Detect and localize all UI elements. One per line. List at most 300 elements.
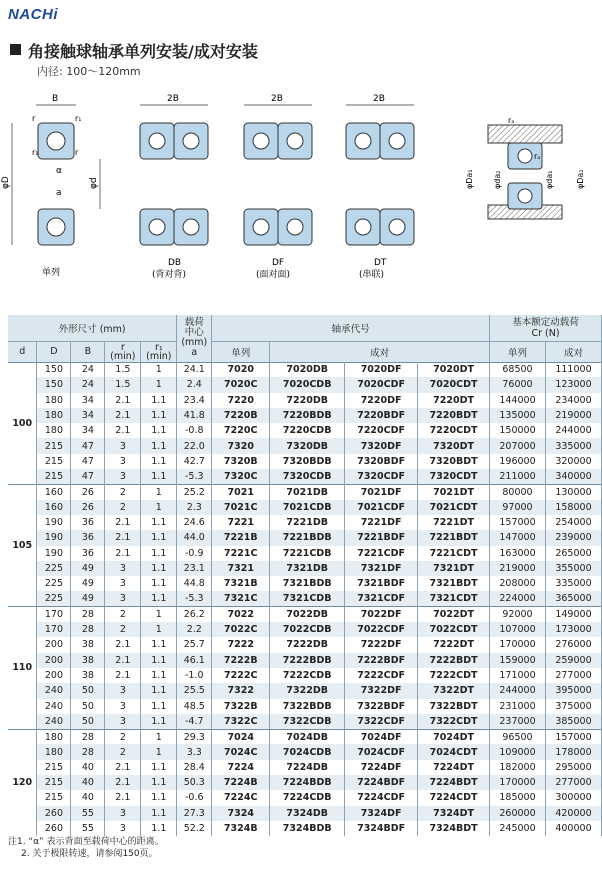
table-cell: 7322 — [212, 683, 270, 698]
table-cell: 29.3 — [177, 729, 212, 744]
table-cell: 3.3 — [177, 744, 212, 759]
table-cell: 28 — [71, 622, 105, 637]
table-cell: 7222DF — [345, 637, 418, 652]
table-row — [8, 377, 602, 392]
table-cell: 200 — [37, 668, 71, 683]
table-cell: 7220C — [212, 423, 270, 438]
table-cell: 2 — [105, 607, 141, 622]
table-cell: 320000 — [545, 454, 601, 469]
table-cell: 2.1 — [105, 760, 141, 775]
table-cell: 7221 — [212, 515, 270, 530]
table-cell: 208000 — [490, 576, 546, 591]
table-cell: 1.1 — [141, 775, 177, 790]
table-cell: 7020CDB — [270, 377, 345, 392]
svg-text:r₁: r₁ — [75, 114, 82, 123]
table-cell: 7224DB — [270, 760, 345, 775]
table-cell: 3 — [105, 469, 141, 484]
table-cell: 1.1 — [141, 699, 177, 714]
table-cell: 7320BDF — [345, 454, 418, 469]
table-cell: 2.1 — [105, 653, 141, 668]
table-cell: 163000 — [490, 546, 546, 561]
table-cell: 7220DF — [345, 393, 418, 408]
table-cell: 335000 — [545, 576, 601, 591]
df-diagram — [244, 94, 312, 280]
table-cell: 1.1 — [141, 438, 177, 453]
table-cell: 239000 — [545, 530, 601, 545]
col-B: B — [71, 341, 105, 362]
table-cell: 2.1 — [105, 775, 141, 790]
table-cell: 1 — [141, 362, 177, 377]
table-cell: 2.1 — [105, 530, 141, 545]
table-cell: 22.0 — [177, 438, 212, 453]
svg-text:φd: φd — [89, 177, 99, 189]
table-cell: 28 — [71, 744, 105, 759]
table-cell: 23.4 — [177, 393, 212, 408]
table-cell: 7324DF — [345, 806, 418, 821]
table-cell: 7020DF — [345, 362, 418, 377]
page-title: 角接触球轴承单列安装/成对安装 — [28, 42, 258, 61]
table-cell: 375000 — [545, 699, 601, 714]
table-cell: 2 — [105, 729, 141, 744]
table-cell: 2 — [105, 622, 141, 637]
table-cell: 7320BDT — [418, 454, 490, 469]
table-cell: 170 — [37, 622, 71, 637]
table-cell: 215 — [37, 775, 71, 790]
svg-text:2B: 2B — [271, 94, 283, 104]
table-cell: 335000 — [545, 438, 601, 453]
table-row — [8, 484, 602, 499]
table-cell: 1.1 — [141, 576, 177, 591]
table-cell: 2.1 — [105, 546, 141, 561]
table-cell: 40 — [71, 790, 105, 805]
table-cell: 7221CDT — [418, 546, 490, 561]
table-cell: 240 — [37, 683, 71, 698]
table-cell: 170000 — [490, 637, 546, 652]
table-cell: 26 — [71, 500, 105, 515]
table-row — [8, 423, 602, 438]
table-cell: 49 — [71, 591, 105, 606]
table-cell: 7224BDT — [418, 775, 490, 790]
table-cell: 225 — [37, 561, 71, 576]
table-cell: 109000 — [490, 744, 546, 759]
table-cell: 7021DB — [270, 484, 345, 499]
table-row — [8, 775, 602, 790]
table-cell: -0.6 — [177, 790, 212, 805]
table-cell: 3 — [105, 561, 141, 576]
footnotes — [8, 836, 164, 860]
table-cell: 7222BDF — [345, 653, 418, 668]
svg-text:(面对面): (面对面) — [256, 270, 291, 280]
table-cell: 7220DT — [418, 393, 490, 408]
table-cell: 7020DT — [418, 362, 490, 377]
table-cell: 7320DB — [270, 438, 345, 453]
table-cell: 160 — [37, 500, 71, 515]
table-cell: 7024DT — [418, 729, 490, 744]
table-cell: 7321 — [212, 561, 270, 576]
table-cell: 7322CDT — [418, 714, 490, 729]
table-cell: 38 — [71, 653, 105, 668]
table-cell: 265000 — [545, 546, 601, 561]
table-cell: 207000 — [490, 438, 546, 453]
table-cell: 1 — [141, 484, 177, 499]
table-cell: -0.8 — [177, 423, 212, 438]
table-row — [8, 714, 602, 729]
table-cell: 277000 — [545, 668, 601, 683]
table-cell: 420000 — [545, 806, 601, 821]
table-cell: 2 — [105, 500, 141, 515]
table-cell: 36 — [71, 515, 105, 530]
col-pair: 成对 — [270, 341, 490, 362]
table-cell: 7022CDT — [418, 622, 490, 637]
table-row — [8, 668, 602, 683]
table-cell: 1.1 — [141, 561, 177, 576]
table-cell: 40 — [71, 775, 105, 790]
table-cell: 7320DF — [345, 438, 418, 453]
table-cell: 295000 — [545, 760, 601, 775]
bore-diameter-cell: 105 — [8, 484, 37, 606]
table-cell: 1.1 — [141, 637, 177, 652]
svg-text:DB: DB — [168, 258, 182, 268]
table-cell: 7024CDB — [270, 744, 345, 759]
table-cell: 1 — [141, 607, 177, 622]
table-cell: 47 — [71, 438, 105, 453]
table-cell: 150 — [37, 377, 71, 392]
table-cell: 111000 — [545, 362, 601, 377]
table-cell: 42.7 — [177, 454, 212, 469]
table-cell: 7024DF — [345, 729, 418, 744]
table-cell: 7324B — [212, 821, 270, 836]
table-cell: 49 — [71, 576, 105, 591]
header-load-center: 载荷 中心 (mm) a — [177, 315, 212, 362]
table-cell: 1 — [141, 622, 177, 637]
table-cell: 7220BDT — [418, 408, 490, 423]
table-cell: 259000 — [545, 653, 601, 668]
table-cell: 7021CDB — [270, 500, 345, 515]
table-cell: 400000 — [545, 821, 601, 836]
bearing-spec-table — [8, 315, 602, 836]
table-cell: 3 — [105, 576, 141, 591]
svg-text:r: r — [75, 148, 79, 157]
table-cell: 68500 — [490, 362, 546, 377]
table-cell: 7321C — [212, 591, 270, 606]
table-cell: 190 — [37, 515, 71, 530]
table-cell: 7321DT — [418, 561, 490, 576]
table-cell: 254000 — [545, 515, 601, 530]
table-row — [8, 760, 602, 775]
table-cell: 7020DB — [270, 362, 345, 377]
table-cell: 7321DF — [345, 561, 418, 576]
table-cell: 7021CDT — [418, 500, 490, 515]
table-cell: 7021CDF — [345, 500, 418, 515]
page-subtitle: 内径: 100～120mm — [37, 65, 141, 78]
table-cell: 190 — [37, 530, 71, 545]
table-cell: 97000 — [490, 500, 546, 515]
table-cell: 7221CDB — [270, 546, 345, 561]
table-cell: 7221DF — [345, 515, 418, 530]
table-cell: 7322B — [212, 699, 270, 714]
table-cell: 7020C — [212, 377, 270, 392]
table-cell: 215 — [37, 790, 71, 805]
table-cell: 277000 — [545, 775, 601, 790]
table-cell: 7021 — [212, 484, 270, 499]
table-row — [8, 729, 602, 744]
table-cell: 215 — [37, 760, 71, 775]
table-cell: 3 — [105, 591, 141, 606]
table-cell: 25.7 — [177, 637, 212, 652]
db-diagram — [140, 94, 208, 280]
table-cell: 7321B — [212, 576, 270, 591]
table-cell: 7221B — [212, 530, 270, 545]
table-cell: 49 — [71, 561, 105, 576]
table-row — [8, 546, 602, 561]
svg-text:(串联): (串联) — [359, 270, 385, 280]
table-cell: 215 — [37, 438, 71, 453]
table-row — [8, 821, 602, 836]
table-cell: 47 — [71, 454, 105, 469]
table-cell: 24.6 — [177, 515, 212, 530]
table-cell: 180 — [37, 408, 71, 423]
table-cell: 130000 — [545, 484, 601, 499]
table-cell: 7221DT — [418, 515, 490, 530]
bore-diameter-cell: 110 — [8, 607, 37, 729]
svg-text:单列: 单列 — [42, 268, 61, 278]
table-cell: 200 — [37, 653, 71, 668]
svg-text:φda₁: φda₁ — [545, 170, 554, 189]
table-cell: 135000 — [490, 408, 546, 423]
table-cell: 225 — [37, 576, 71, 591]
table-cell: 7222DB — [270, 637, 345, 652]
table-cell: -5.3 — [177, 591, 212, 606]
table-cell: 7224BDF — [345, 775, 418, 790]
table-cell: 1.1 — [141, 760, 177, 775]
table-cell: 159000 — [490, 653, 546, 668]
table-cell: 7022CDF — [345, 622, 418, 637]
table-cell: 2.1 — [105, 515, 141, 530]
table-cell: 44.0 — [177, 530, 212, 545]
svg-text:2B: 2B — [167, 94, 179, 104]
svg-text:α: α — [56, 166, 62, 176]
table-cell: 7222DT — [418, 637, 490, 652]
nachi-logo: NACHi — [8, 6, 58, 23]
svg-text:rₐ: rₐ — [508, 116, 515, 125]
table-row — [8, 637, 602, 652]
table-cell: 219000 — [545, 408, 601, 423]
table-cell: 7022CDB — [270, 622, 345, 637]
table-cell: 1.1 — [141, 393, 177, 408]
table-row — [8, 591, 602, 606]
table-cell: 27.3 — [177, 806, 212, 821]
table-cell: 26.2 — [177, 607, 212, 622]
table-cell: 196000 — [490, 454, 546, 469]
table-cell: 28 — [71, 729, 105, 744]
table-cell: 7321CDB — [270, 591, 345, 606]
table-cell: 92000 — [490, 607, 546, 622]
table-cell: 185000 — [490, 790, 546, 805]
table-cell: 7224 — [212, 760, 270, 775]
table-cell: 215 — [37, 469, 71, 484]
table-cell: 25.5 — [177, 683, 212, 698]
table-row — [8, 561, 602, 576]
table-row — [8, 806, 602, 821]
table-cell: 240 — [37, 714, 71, 729]
table-cell: -5.3 — [177, 469, 212, 484]
table-cell: 7222CDT — [418, 668, 490, 683]
table-cell: 41.8 — [177, 408, 212, 423]
table-cell: 2.1 — [105, 393, 141, 408]
col-D: D — [37, 341, 71, 362]
table-cell: 244000 — [490, 683, 546, 698]
table-cell: 219000 — [490, 561, 546, 576]
svg-text:φDa₁: φDa₁ — [465, 169, 474, 189]
table-cell: 7220CDF — [345, 423, 418, 438]
table-cell: 211000 — [490, 469, 546, 484]
table-cell: 7024 — [212, 729, 270, 744]
table-row — [8, 469, 602, 484]
table-cell: 157000 — [490, 515, 546, 530]
table-cell: 55 — [71, 806, 105, 821]
table-cell: 260 — [37, 806, 71, 821]
table-cell: 7320CDT — [418, 469, 490, 484]
table-cell: 3 — [105, 699, 141, 714]
table-cell: 7320CDB — [270, 469, 345, 484]
table-cell: 340000 — [545, 469, 601, 484]
table-cell: 7322C — [212, 714, 270, 729]
table-row — [8, 699, 602, 714]
table-cell: 7024CDT — [418, 744, 490, 759]
table-cell: 1.1 — [141, 423, 177, 438]
table-cell: 171000 — [490, 668, 546, 683]
table-cell: 2.1 — [105, 668, 141, 683]
table-cell: 200 — [37, 637, 71, 652]
table-cell: 2.1 — [105, 790, 141, 805]
table-cell: 50.3 — [177, 775, 212, 790]
table-cell: 7320C — [212, 469, 270, 484]
table-cell: 1.1 — [141, 530, 177, 545]
table-row — [8, 576, 602, 591]
table-cell: 1.1 — [141, 546, 177, 561]
table-cell: 385000 — [545, 714, 601, 729]
note-1: 注1. “α” 表示背面至载荷中心的距离。 — [8, 837, 164, 847]
table-cell: 7321BDT — [418, 576, 490, 591]
table-cell: 1.1 — [141, 821, 177, 836]
table-cell: 7324BDB — [270, 821, 345, 836]
table-cell: 1.1 — [141, 714, 177, 729]
svg-text:DT: DT — [374, 258, 387, 268]
table-row — [8, 744, 602, 759]
table-row — [8, 622, 602, 637]
table-cell: 36 — [71, 546, 105, 561]
table-cell: 46.1 — [177, 653, 212, 668]
table-cell: 34 — [71, 393, 105, 408]
table-cell: 7322BDT — [418, 699, 490, 714]
table-cell: 1.1 — [141, 591, 177, 606]
table-cell: 149000 — [545, 607, 601, 622]
table-cell: 7321BDF — [345, 576, 418, 591]
table-cell: 7024DB — [270, 729, 345, 744]
table-cell: 1.1 — [141, 454, 177, 469]
table-cell: 40 — [71, 760, 105, 775]
table-cell: 3 — [105, 821, 141, 836]
table-cell: 7020 — [212, 362, 270, 377]
table-cell: 7224CDT — [418, 790, 490, 805]
table-row — [8, 790, 602, 805]
table-cell: 3 — [105, 806, 141, 821]
table-cell: 50 — [71, 699, 105, 714]
table-cell: 7224BDB — [270, 775, 345, 790]
svg-text:2B: 2B — [373, 94, 385, 104]
table-cell: 1 — [141, 500, 177, 515]
table-row — [8, 683, 602, 698]
table-body — [8, 362, 602, 836]
table-cell: 170000 — [490, 775, 546, 790]
svg-text:B: B — [52, 94, 59, 104]
table-cell: 1.1 — [141, 408, 177, 423]
table-cell: 7324 — [212, 806, 270, 821]
table-cell: 7021DF — [345, 484, 418, 499]
col-rating-pair: 成对 — [545, 341, 601, 362]
table-cell: 7222 — [212, 637, 270, 652]
table-cell: 24 — [71, 362, 105, 377]
table-cell: 3 — [105, 683, 141, 698]
table-cell: 1.1 — [141, 469, 177, 484]
table-cell: 55 — [71, 821, 105, 836]
table-cell: 245000 — [490, 821, 546, 836]
table-cell: 260000 — [490, 806, 546, 821]
table-cell: 2.4 — [177, 377, 212, 392]
table-cell: 178000 — [545, 744, 601, 759]
svg-text:φD: φD — [1, 176, 11, 189]
bore-diameter-cell: 100 — [8, 362, 37, 484]
table-row — [8, 454, 602, 469]
mounting-diagram — [465, 116, 585, 219]
table-cell: 1 — [141, 377, 177, 392]
table-cell: 28 — [71, 607, 105, 622]
table-cell: 7322CDB — [270, 714, 345, 729]
table-cell: 157000 — [545, 729, 601, 744]
table-cell: 7220CDT — [418, 423, 490, 438]
table-cell: 355000 — [545, 561, 601, 576]
table-cell: 7220BDF — [345, 408, 418, 423]
table-cell: 23.1 — [177, 561, 212, 576]
table-cell: 36 — [71, 530, 105, 545]
table-cell: 215 — [37, 454, 71, 469]
table-cell: 107000 — [490, 622, 546, 637]
table-cell: 7324BDF — [345, 821, 418, 836]
table-cell: 173000 — [545, 622, 601, 637]
table-cell: 7221BDF — [345, 530, 418, 545]
table-cell: 7224DF — [345, 760, 418, 775]
table-cell: 7221C — [212, 546, 270, 561]
col-rating-single: 单列 — [490, 341, 546, 362]
table-cell: 1.5 — [105, 377, 141, 392]
table-cell: 38 — [71, 637, 105, 652]
table-cell: 150000 — [490, 423, 546, 438]
table-cell: 2 — [105, 484, 141, 499]
table-cell: 34 — [71, 408, 105, 423]
table-cell: 180 — [37, 744, 71, 759]
table-cell: 7221CDF — [345, 546, 418, 561]
table-cell: -1.0 — [177, 668, 212, 683]
table-cell: 150 — [37, 362, 71, 377]
svg-text:φda₂: φda₂ — [493, 170, 502, 189]
table-cell: 7221BDB — [270, 530, 345, 545]
table-cell: 7021C — [212, 500, 270, 515]
table-cell: 7222CDF — [345, 668, 418, 683]
svg-text:a: a — [56, 188, 62, 198]
table-cell: 276000 — [545, 637, 601, 652]
table-row — [8, 393, 602, 408]
svg-text:r₁: r₁ — [32, 148, 39, 157]
